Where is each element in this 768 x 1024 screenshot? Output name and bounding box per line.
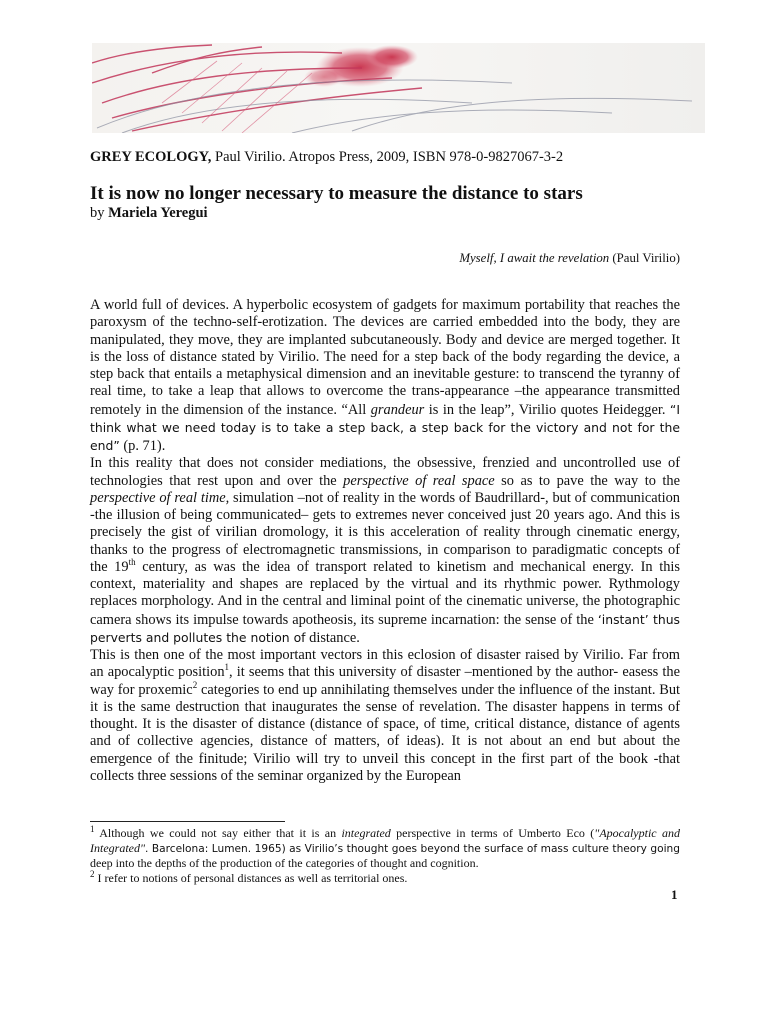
text-run-italic: "Apocalyptic and Integrated" <box>90 826 680 855</box>
text-run-sans: . Barcelona: Lumen. 1965) as Virilio’s thought goes beyond the surface of mass culture theory going <box>145 842 680 855</box>
text-run: (p. 71). <box>119 438 166 454</box>
epigraph <box>90 251 680 266</box>
book-reference-line <box>90 149 680 166</box>
header-artwork-banner <box>92 43 705 133</box>
paragraph-2 <box>90 455 680 647</box>
footnote-number: 2 <box>90 868 95 879</box>
book-details: Paul Virilio. Atropos Press, 2009, ISBN 978-0-9827067-3-2 <box>211 149 564 165</box>
footnote-separator <box>90 821 285 822</box>
text-run-italic: integrated <box>341 826 391 840</box>
epigraph-source: (Paul Virilio) <box>609 251 680 265</box>
paragraph-1 <box>90 297 680 455</box>
footnote-2 <box>90 868 680 886</box>
text-run: categories to end up annihilating themselves under the influence of the instant. But it is the same destruction that inaugurates the sense of revelation. The disaster happens in terms of thought. It is the disaster of distance (distance of space, of time, critical distance, distance of agents and of collective agencies, distance of matters, of ideas). It is not about an end but about the emergence of the finitude; Virilio will try to unveil this concept in the first part of the book -that collects three sessions of the seminar organized by the European <box>90 681 681 784</box>
footnote-1 <box>90 826 680 871</box>
text-run: century, as was the idea of transport related to kinetism and mechanical energy. In this context, materiality and shapes are replaced by the virtual and its rhythmic power. Rythmology replaces morphology. And in the central and liminal point of the cinematic universe, the photographic camera shows its impulse towards apotheosis, its supreme incarnation: the sense of the <box>90 558 680 628</box>
text-run: deep into the depths of the production of the categories of thought and cognition. <box>90 856 479 870</box>
text-run: perspective in terms of Umberto Eco ( <box>390 826 595 840</box>
book-title: GREY ECOLOGY, <box>90 149 212 165</box>
text-run-italic: perspective of real space <box>343 472 495 489</box>
text-run-sans: ‘instant’ thus perverts and pollutes the notion of <box>90 611 681 645</box>
author-name: Mariela Yeregui <box>108 205 208 221</box>
footnote-number: 1 <box>90 824 95 834</box>
text-run: In this reality that does not consider mediations, the obsessive, frenzied and uncontrolled use of technologies that rest upon and over the <box>90 455 680 489</box>
paragraph-3 <box>90 647 680 785</box>
article-body <box>90 297 680 785</box>
footnote-ref-2: 2 <box>192 679 198 690</box>
text-run: distance. <box>305 629 360 646</box>
footnotes <box>90 826 680 885</box>
text-run-italic: grandeur <box>370 401 425 418</box>
page-number: 1 <box>671 887 678 902</box>
text-run: I refer to notions of personal distances as well as territorial ones. <box>94 870 408 885</box>
text-run: Although we could not say either that it is an <box>94 826 342 840</box>
footnote-ref-1: 1 <box>224 662 230 673</box>
text-run-italic: perspective of real time, <box>90 489 230 506</box>
text-run: is in the leap”, Virilio quotes Heidegger. <box>424 401 670 418</box>
epigraph-quote: Myself, I await the revelation <box>459 251 610 265</box>
text-run: A world full of devices. A hyperbolic ecosystem of gadgets for maximum portability that reaches the paroxysm of the techno-self-erotization. The devices are carried embedded into the body, they are manipulated, they move, they are implanted subcutaneously. Body and device are merged together. It is the loss of distance stated by Virilio. The need for a step back of the body regarding the device, a step back that entails a metaphysical dimension and an inevitable gesture: to transcend the tyranny of real time, to take a leap that allows to overcome the trans-appearance –the appearance transmitted remotely in the dimension of the instance. “All <box>90 297 680 418</box>
byline <box>90 205 680 222</box>
text-run: so as to pave the way to the <box>494 472 680 489</box>
text-run: simulation –not of reality in the words of Baudrillard-, but of communication -the illusion of being communicated– gets to extremes never conceived just 20 years ago. And this is precisely the gist of virilian dromology, it is this acceleration of reality through cinematic energy, thanks to the progress of electromagnetic transmissions, in comparison to paradigmatic concepts of the 19 <box>90 489 680 575</box>
superscript: th <box>128 556 136 567</box>
abstract-brushstroke-artwork <box>92 43 705 133</box>
article-title: It is now no longer necessary to measure the distance to stars <box>90 183 583 204</box>
text-run: , it seems that this university of disaster –mentioned by the author- easess the way for proxemic <box>90 664 680 698</box>
heidegger-quote: “I think what we need today is to take a step back, a step back for the victory and not for the end” <box>90 401 680 453</box>
byline-prefix: by <box>90 205 109 221</box>
text-run: This is then one of the most important vectors in this eclosion of disaster raised by Virilio. Far from an apocalyptic position <box>90 647 680 681</box>
